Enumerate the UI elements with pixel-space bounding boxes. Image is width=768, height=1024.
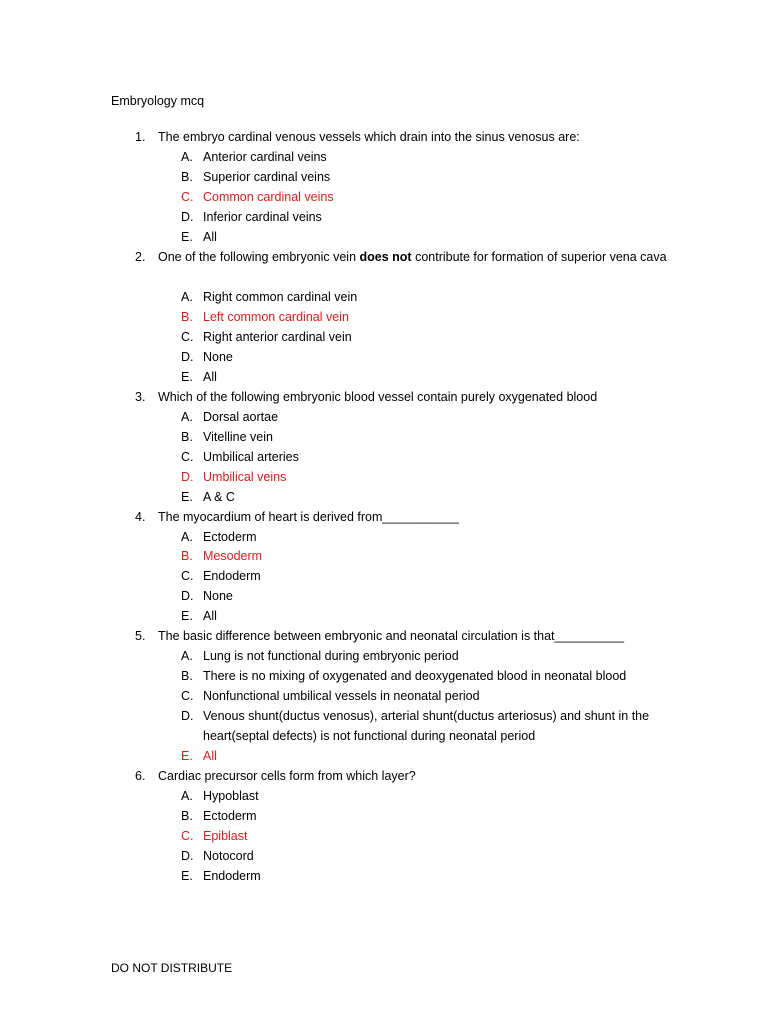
option-letter: A. [181,649,193,663]
option-1c-correct [181,187,661,207]
option-letter: A. [181,410,193,424]
option-letter: A. [181,530,193,544]
option-text: Ectoderm [203,809,257,823]
option-text: Hypoblast [203,789,259,803]
option-2e [181,367,661,387]
option-letter: C. [181,190,194,204]
option-letter: A. [181,290,193,304]
option-letter: D. [181,470,194,484]
option-text: Left common cardinal vein [203,310,349,324]
option-letter: D. [181,589,194,603]
option-1e [181,227,661,247]
question-text: The embryo cardinal venous vessels which drain into the sinus venosus are: [158,130,580,144]
question-text: Which of the following embryonic blood vessel contain purely oxygenated blood [158,390,598,404]
question-text: Cardiac precursor cells form from which layer? [158,769,416,783]
option-5c [181,686,661,706]
option-letter: E. [181,749,193,763]
option-letter: C. [181,689,194,703]
option-text: Superior cardinal veins [203,170,331,184]
option-4a [181,527,661,547]
question-text-emphasis: does not [359,250,412,264]
option-3d-correct [181,467,661,487]
question-5 [135,626,675,646]
option-text: There is no mixing of oxygenated and deoxygenated blood in neonatal blood [203,669,627,683]
option-1d [181,207,661,227]
option-1b [181,167,661,187]
option-text: Endoderm [203,869,261,883]
option-letter: C. [181,829,194,843]
option-2b-correct [181,307,661,327]
option-letter: B. [181,430,193,444]
option-1a [181,147,661,167]
question-number: 1. [135,130,146,144]
question-number: 5. [135,629,146,643]
option-6c-correct [181,826,661,846]
option-text: All [203,370,217,384]
option-text: Anterior cardinal veins [203,150,327,164]
option-letter: D. [181,849,194,863]
option-text: Mesoderm [203,549,263,563]
option-text: Dorsal aortae [203,410,279,424]
option-letter: E. [181,869,193,883]
option-3b [181,427,661,447]
option-2a [181,287,661,307]
option-letter: E. [181,609,193,623]
option-letter: A. [181,150,193,164]
option-text: Inferior cardinal veins [203,210,322,224]
question-4 [135,507,675,527]
option-6e [181,866,661,886]
question-number: 6. [135,769,146,783]
question-number: 3. [135,390,146,404]
option-letter: B. [181,310,193,324]
option-3c [181,447,661,467]
question-2 [135,247,675,267]
option-4b-correct [181,546,661,566]
option-5d [181,706,661,746]
option-text: Notocord [203,849,254,863]
option-text: All [203,230,217,244]
option-6a [181,786,661,806]
option-text: Venous shunt(ductus venosus), arterial shunt(ductus arteriosus) and shunt in the heart(septal defects) is not functional during neonatal period [203,709,650,743]
option-text: All [203,609,217,623]
option-letter: C. [181,450,194,464]
option-2c [181,327,661,347]
option-text: Common cardinal veins [203,190,334,204]
option-text: Nonfunctional umbilical vessels in neonatal period [203,689,480,703]
option-text: None [203,589,233,603]
option-letter: E. [181,490,193,504]
option-text: Endoderm [203,569,261,583]
question-3 [135,387,675,407]
option-6d [181,846,661,866]
question-text-end: contribute for formation of superior vena cava [411,250,667,264]
option-text: Vitelline vein [203,430,273,444]
option-text: Umbilical arteries [203,450,299,464]
question-number: 2. [135,250,146,264]
question-text: The myocardium of heart is derived from___________ [158,510,459,524]
option-letter: B. [181,669,193,683]
option-text: All [203,749,217,763]
question-6 [135,766,675,786]
footer-notice: DO NOT DISTRIBUTE [111,961,233,975]
option-text: Lung is not functional during embryonic period [203,649,459,663]
option-text: None [203,350,233,364]
option-text: Right anterior cardinal vein [203,330,352,344]
document-title: Embryology mcq [111,94,205,108]
option-3a [181,407,661,427]
option-4c [181,566,661,586]
option-2d [181,347,661,367]
option-text: A & C [203,490,235,504]
option-text: Right common cardinal vein [203,290,358,304]
option-4e [181,606,661,626]
option-letter: E. [181,230,193,244]
option-letter: D. [181,709,194,723]
option-text: Ectoderm [203,530,257,544]
option-5e-correct [181,746,661,766]
option-letter: D. [181,350,194,364]
question-text [135,247,675,267]
option-letter: C. [181,569,194,583]
option-letter: B. [181,170,193,184]
question-text: The basic difference between embryonic and neonatal circulation is that__________ [158,629,625,643]
question-text-start: One of the following embryonic vein [158,250,360,264]
option-letter: E. [181,370,193,384]
option-4d [181,586,661,606]
option-5a [181,646,661,666]
option-letter: B. [181,809,193,823]
option-5b [181,666,661,686]
option-letter: B. [181,549,193,563]
option-text: Epiblast [203,829,248,843]
question-1 [135,127,675,147]
option-letter: D. [181,210,194,224]
option-3e [181,487,661,507]
option-letter: C. [181,330,194,344]
option-6b [181,806,661,826]
question-number: 4. [135,510,146,524]
option-letter: A. [181,789,193,803]
option-text: Umbilical veins [203,470,287,484]
